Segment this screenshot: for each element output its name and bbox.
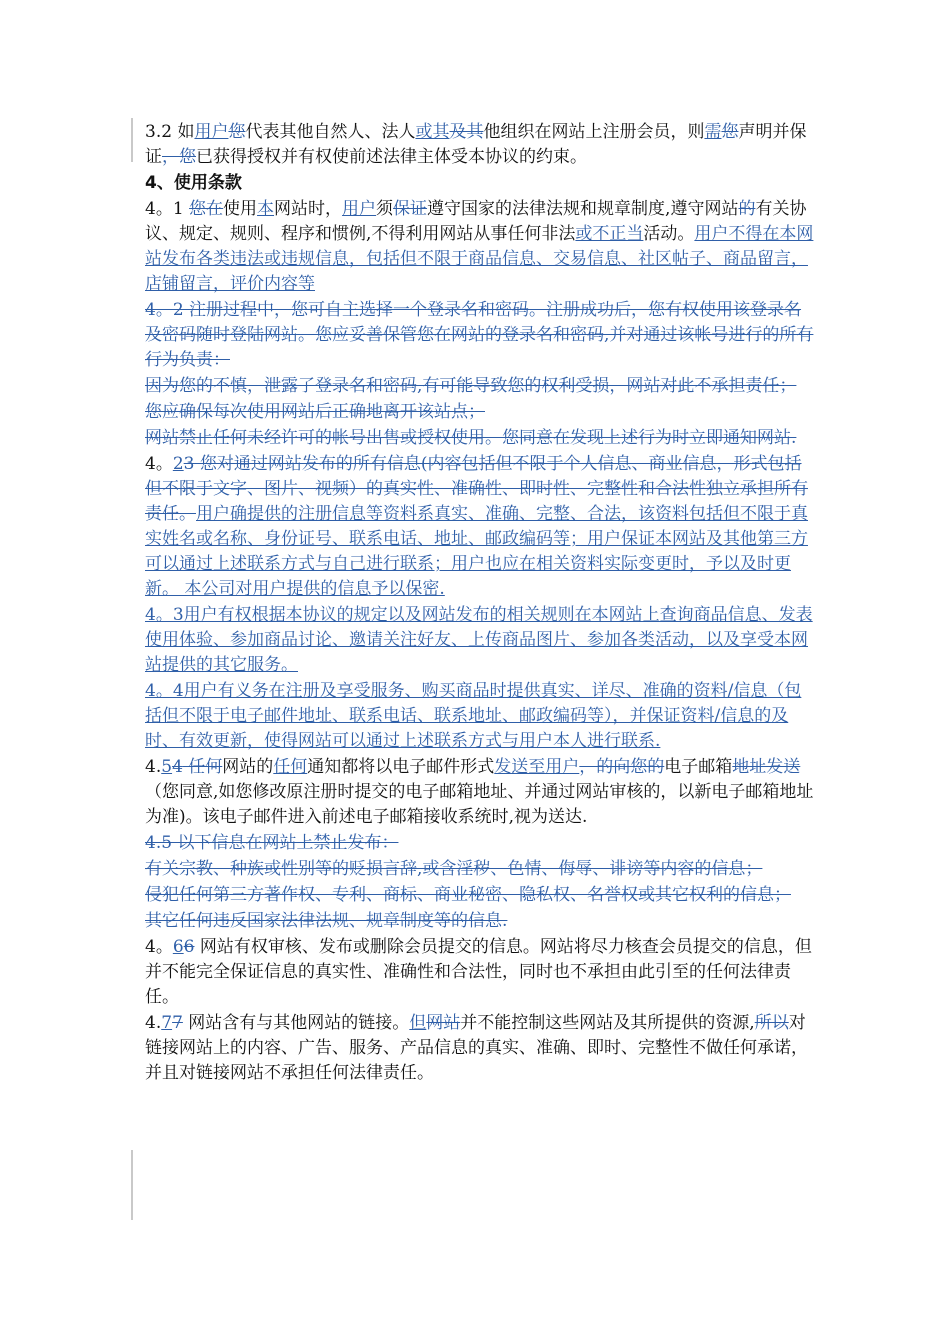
text-run: 有关协议、规定、规则、程序和惯例,不得利用网站从事任何非法 (145, 199, 807, 244)
paragraph (145, 120, 817, 170)
inserted-text: 2 (172, 454, 184, 474)
deleted-text: 您应确保每次使用网站后正确地离开该站点； (145, 402, 485, 422)
paragraph (145, 374, 817, 399)
paragraph (145, 909, 817, 934)
deleted-text: 地址发送 (732, 757, 801, 777)
deleted-text: 及其 (449, 122, 484, 142)
text-run: 网站的 (222, 757, 274, 777)
paragraph (145, 426, 817, 451)
paragraph (145, 831, 817, 856)
text-run: 网站有权审核、发布或删除会员提交的信息。网站将尽力核查会员提交的信息，但并不能完全保证信息的真实性、准确性和合法性，同时也不承担由此引至的任何法律责任。 (145, 937, 812, 1007)
text-run: 通知都将以电子邮件形式 (307, 757, 495, 777)
text-run: 4。 (145, 937, 173, 957)
inserted-text: 4。3用户有权根据本协议的规定以及网站发布的相关规则在本网站上查询商品信息、发表使用体验、参加商品讨论、邀请关注好友、上传商品图片、参加各类活动，以及享受本网站提供的其它服务。 (145, 605, 813, 675)
inserted-text: 发送至用户 (494, 757, 580, 777)
paragraph (145, 755, 817, 830)
paragraph (145, 197, 817, 297)
paragraph (145, 679, 817, 754)
section-heading: 4、使用条款 (145, 173, 242, 193)
inserted-text: 或其 (415, 122, 450, 142)
deleted-text: 您对通过网站发布的所有信息(内容包括但不限于个人信息、商业信息，形式包括但不限于文字、图片、视频）的真实性、准确性、即时性、完整性和合法性独立承担所有责任。 (145, 454, 808, 524)
text-run: 4。 (145, 454, 173, 474)
deleted-text: 3 (183, 454, 195, 474)
text-run: 声明并保证 (145, 122, 807, 167)
deleted-text: 您 (228, 122, 246, 142)
text-run: 并不能控制这些网站及其所提供的资源, (460, 1013, 755, 1033)
change-bar (131, 118, 133, 162)
text-run: 网站含有与其他网站的链接。 (182, 1013, 410, 1033)
text-run: 4. (145, 1013, 162, 1033)
deleted-text: 因为您的不慎，泄露了登录名和密码,有可能导致您的权利受损，网站对此不承担责任； (145, 376, 797, 396)
inserted-text: 或不正当 (575, 224, 644, 244)
deleted-text: ，的向您的 (579, 757, 665, 777)
deleted-text: 4 (172, 757, 183, 777)
inserted-text: 用户 (194, 122, 229, 142)
deleted-text: 网站禁止任何未经许可的帐号出售或授权使用。您同意在发现上述行为时立即通知网站. (145, 428, 797, 448)
deleted-text: 侵犯任何第三方著作权、专利、商标、商业秘密、隐私权、名誉权或其它权利的信息； (145, 885, 791, 905)
text-run: 他组织在网站上注册会员，则 (483, 122, 705, 142)
text-run: 3.2 如 (145, 122, 195, 142)
deleted-text: 所以 (754, 1013, 789, 1033)
deleted-text: 4.5 以下信息在网站上禁止发布： (145, 833, 399, 853)
deleted-text: 您在 (189, 199, 224, 219)
paragraph (145, 452, 817, 602)
inserted-text: 6 (172, 937, 184, 957)
paragraph (145, 857, 817, 882)
paragraph (145, 603, 817, 678)
inserted-text: 5 (161, 757, 173, 777)
deleted-text: 有关宗教、种族或性别等的贬损言辞,或含淫秽、色情、侮辱、诽谤等内容的信息； (145, 859, 763, 879)
deleted-text: 任何 (182, 757, 223, 777)
deleted-text: 保证 (393, 199, 428, 219)
paragraph (145, 1011, 817, 1086)
text-run: 遵守国家的法律法规和规章制度,遵守网站 (427, 199, 739, 219)
text-run: 已获得授权并有权使前述法律主体受本协议的约束。 (196, 147, 587, 167)
paragraph (145, 298, 817, 373)
deleted-text: 6 (183, 937, 195, 957)
deleted-text: 其它任何违反国家法律法规、规章制度等的信息. (145, 911, 508, 931)
paragraph (145, 935, 817, 1010)
deleted-text: 4。2 注册过程中，您可自主选择一个登录名和密码。注册成功后，您有权使用该登录名及密码随时登陆网站。您应妥善保管您在网站的登录名和密码,并对通过该帐号进行的所有行为负责： (145, 300, 814, 370)
deleted-text: 网站 (426, 1013, 461, 1033)
text-run: 4. (145, 757, 162, 777)
inserted-text: 4。4用户有义务在注册及享受服务、购买商品时提供真实、详尽、准确的资料/信息（包括但不限于电子邮件地址、联系电话、联系地址、邮政编码等），并保证资料/信息的及时、有效更新，使得网站可以通过上述联系方式与用户本人进行联系. (145, 681, 802, 751)
text-run: 4。1 (145, 199, 190, 219)
text-run: 须 (376, 199, 394, 219)
document-body (145, 120, 817, 1087)
text-run: 电子邮箱 (664, 757, 733, 777)
inserted-text: 需 (704, 122, 722, 142)
paragraph (145, 883, 817, 908)
deleted-text: 您 (721, 122, 739, 142)
inserted-text: 用户 (342, 199, 377, 219)
inserted-text: 任何 (273, 757, 308, 777)
text-run: 代表其他自然人、法人 (245, 122, 416, 142)
deleted-text: 7 (172, 1013, 183, 1033)
text-run: 对链接网站上的内容、广告、服务、产品信息的真实、准确、即时、完整性不做任何承诺，并且对链接网站不承担任何法律责任。 (145, 1013, 808, 1083)
text-run: 使用 (223, 199, 258, 219)
inserted-text: 用户不得在本网站发布各类违法或违规信息，包括但不限于商品信息、交易信息、社区帖子、商品留言，店铺留言，评价内容等 (145, 224, 814, 294)
deleted-text: ，您 (162, 147, 196, 167)
paragraph (145, 400, 817, 425)
inserted-text: 用户确提供的注册信息等资料系真实、准确、完整、合法，该资料包括但不限于真实姓名或名称、身份证号、联系电话、地址、邮政编码等；用户保证本网站及其他第三方可以通过上述联系方式与自己进行联系；用户也应在相关资料实际变更时，予以及时更新。 本公司对用户提供的信息予以保密. (145, 504, 808, 599)
inserted-text: 但 (409, 1013, 427, 1033)
text-run: 网站时， (274, 199, 343, 219)
inserted-text: 7 (161, 1013, 173, 1033)
change-bar (131, 1150, 133, 1220)
text-run: （您同意,如您修改原注册时提交的电子邮箱地址、并通过网站审核的，以新电子邮箱地址为准)。该电子邮件进入前述电子邮箱接收系统时,视为送达. (145, 782, 814, 827)
deleted-text: 的 (738, 199, 756, 219)
inserted-text: 本 (257, 199, 275, 219)
text-run: 活动。 (643, 224, 695, 244)
